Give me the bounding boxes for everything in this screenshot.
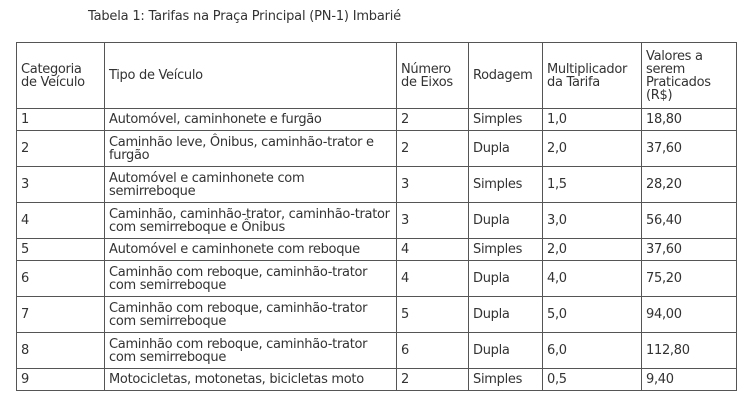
cell-vehicle-type: Motocicletas, motonetas, bicicletas moto [105, 369, 397, 391]
cell-category: 2 [17, 131, 105, 167]
cell-multiplier: 2,0 [543, 131, 642, 167]
cell-wheels: Simples [469, 109, 543, 131]
cell-value: 9,40 [642, 369, 737, 391]
cell-vehicle-type: Automóvel e caminhonete com semirreboque [105, 167, 397, 203]
cell-axles: 2 [397, 369, 469, 391]
cell-vehicle-type: Caminhão com reboque, caminhão-trator com semirreboque [105, 333, 397, 369]
cell-category: 6 [17, 261, 105, 297]
table-row [17, 203, 737, 239]
table-row [17, 239, 737, 261]
cell-axles: 2 [397, 109, 469, 131]
table-caption: Tabela 1: Tarifas na Praça Principal (PN-1) Imbarié [88, 9, 401, 24]
cell-wheels: Simples [469, 239, 543, 261]
cell-multiplier: 1,5 [543, 167, 642, 203]
tariff-table [16, 42, 737, 391]
table-row [17, 261, 737, 297]
cell-multiplier: 5,0 [543, 297, 642, 333]
cell-vehicle-type: Caminhão com reboque, caminhão-trator com semirreboque [105, 261, 397, 297]
cell-wheels: Dupla [469, 131, 543, 167]
cell-axles: 5 [397, 297, 469, 333]
cell-vehicle-type: Automóvel e caminhonete com reboque [105, 239, 397, 261]
table-row [17, 369, 737, 391]
cell-category: 1 [17, 109, 105, 131]
cell-multiplier: 0,5 [543, 369, 642, 391]
header-multiplier: Multiplicador da Tarifa [543, 43, 642, 109]
header-axles: Número de Eixos [397, 43, 469, 109]
cell-wheels: Simples [469, 167, 543, 203]
cell-multiplier: 6,0 [543, 333, 642, 369]
cell-value: 37,60 [642, 131, 737, 167]
cell-vehicle-type: Automóvel, caminhonete e furgão [105, 109, 397, 131]
header-wheels: Rodagem [469, 43, 543, 109]
cell-value: 56,40 [642, 203, 737, 239]
cell-multiplier: 1,0 [543, 109, 642, 131]
cell-category: 5 [17, 239, 105, 261]
table-row [17, 297, 737, 333]
cell-wheels: Dupla [469, 333, 543, 369]
cell-wheels: Dupla [469, 261, 543, 297]
cell-value: 28,20 [642, 167, 737, 203]
table-row [17, 109, 737, 131]
cell-multiplier: 3,0 [543, 203, 642, 239]
cell-axles: 4 [397, 239, 469, 261]
cell-category: 3 [17, 167, 105, 203]
cell-vehicle-type: Caminhão, caminhão-trator, caminhão-trator com semirreboque e Ônibus [105, 203, 397, 239]
cell-value: 112,80 [642, 333, 737, 369]
cell-axles: 3 [397, 167, 469, 203]
header-category: Categoria de Veículo [17, 43, 105, 109]
header-vehicle-type: Tipo de Veículo [105, 43, 397, 109]
cell-value: 94,00 [642, 297, 737, 333]
table-row [17, 333, 737, 369]
cell-category: 4 [17, 203, 105, 239]
cell-category: 7 [17, 297, 105, 333]
cell-axles: 6 [397, 333, 469, 369]
cell-category: 9 [17, 369, 105, 391]
table-row [17, 131, 737, 167]
cell-wheels: Dupla [469, 297, 543, 333]
cell-multiplier: 2,0 [543, 239, 642, 261]
table-header-row [17, 43, 737, 109]
cell-axles: 2 [397, 131, 469, 167]
cell-axles: 3 [397, 203, 469, 239]
cell-value: 18,80 [642, 109, 737, 131]
cell-value: 37,60 [642, 239, 737, 261]
cell-multiplier: 4,0 [543, 261, 642, 297]
cell-vehicle-type: Caminhão com reboque, caminhão-trator com semirreboque [105, 297, 397, 333]
cell-value: 75,20 [642, 261, 737, 297]
cell-vehicle-type: Caminhão leve, Ônibus, caminhão-trator e furgão [105, 131, 397, 167]
header-values: Valores a serem Praticados (R$) [642, 43, 737, 109]
table-row [17, 167, 737, 203]
cell-category: 8 [17, 333, 105, 369]
cell-wheels: Dupla [469, 203, 543, 239]
cell-axles: 4 [397, 261, 469, 297]
cell-wheels: Simples [469, 369, 543, 391]
